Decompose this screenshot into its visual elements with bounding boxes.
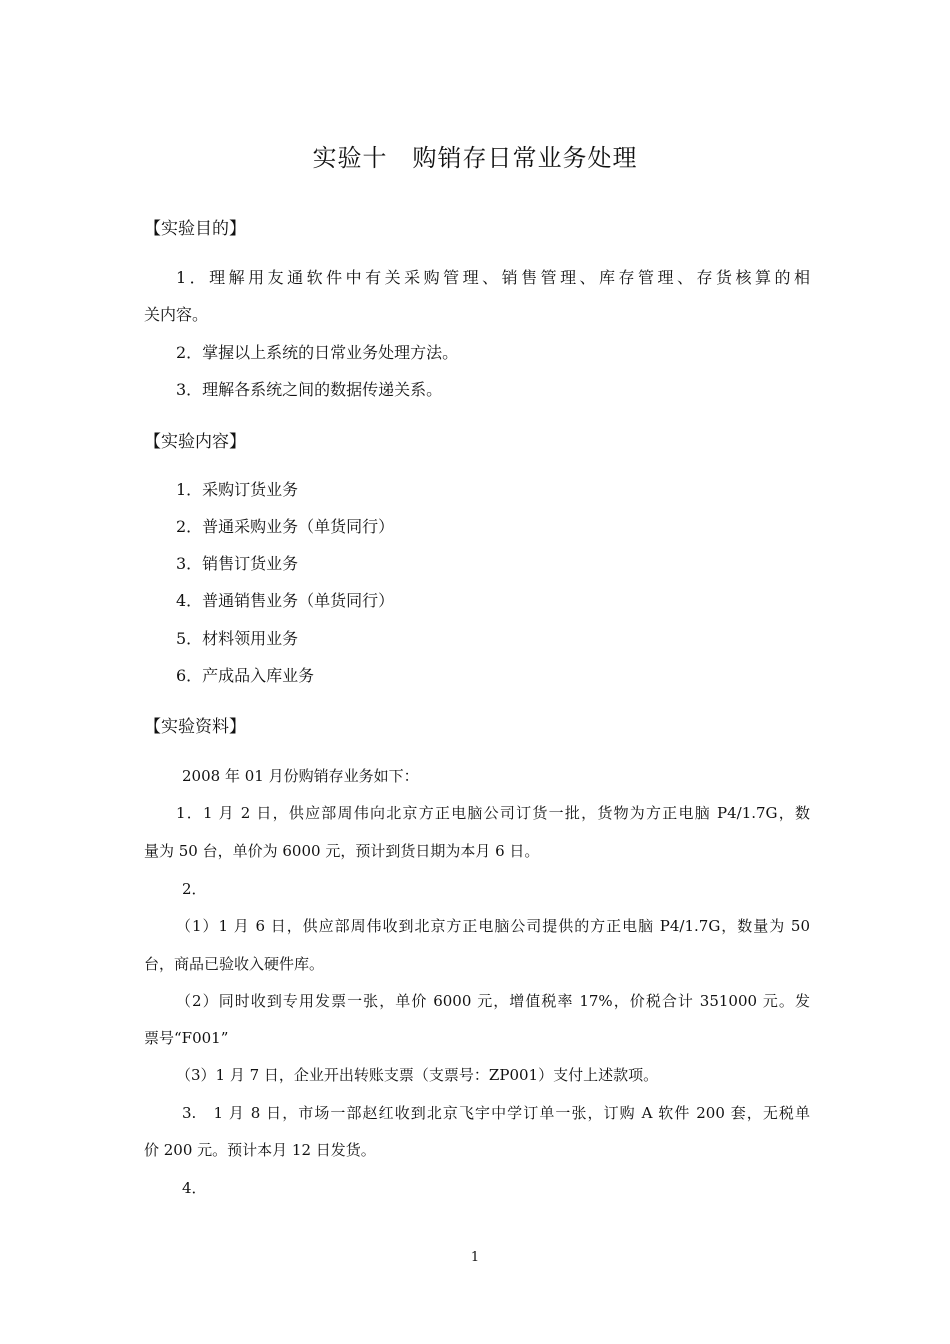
- section-heading-purpose: 【实验目的】: [144, 219, 246, 239]
- purpose-item-2: 2．掌握以上系统的日常业务处理方法。: [176, 343, 459, 362]
- content-item-6: 6．产成品入库业务: [176, 666, 315, 685]
- content-item-3: 3．销售订货业务: [176, 554, 299, 573]
- section-heading-materials: 【实验资料】: [144, 717, 246, 737]
- content-item-4: 4．普通销售业务（单货同行）: [176, 591, 395, 610]
- materials-p4-label: 4．: [182, 1179, 207, 1197]
- purpose-item-3: 3．理解各系统之间的数据传递关系。: [176, 380, 443, 399]
- materials-p2a-line-2: 台，商品已验收入硬件库。: [144, 955, 325, 973]
- page-number: 1: [470, 1250, 480, 1265]
- content-item-2: 2．普通采购业务（单货同行）: [176, 517, 395, 536]
- section-heading-content: 【实验内容】: [144, 432, 246, 452]
- content-item-1: 1．采购订货业务: [176, 480, 299, 499]
- materials-p2-label: 2．: [182, 880, 207, 898]
- materials-p3-line-1: 3. 1 月 8 日，市场一部赵红收到北京飞宇中学订单一张，订购 A 软件 200 套，无税单: [182, 1104, 810, 1122]
- materials-p3-line-2: 价 200 元。预计本月 12 日发货。: [144, 1141, 376, 1159]
- document-title: 实验十 购销存日常业务处理: [312, 144, 638, 172]
- materials-p1-line-1: 1．1 月 2 日，供应部周伟向北京方正电脑公司订货一批，货物为方正电脑 P4/1.7G，数: [176, 804, 810, 822]
- purpose-item-1-line-1: 1．理解用友通软件中有关采购管理、销售管理、库存管理、存货核算的相: [176, 268, 810, 287]
- content-item-5: 5．材料领用业务: [176, 629, 299, 648]
- materials-intro: 2008 年 01 月份购销存业务如下：: [182, 767, 419, 785]
- materials-p2b-line-2: 票号“F001”: [144, 1029, 229, 1047]
- materials-p2c: （3）1 月 7 日，企业开出转账支票（支票号：ZP001）支付上述款项。: [176, 1066, 659, 1084]
- materials-p2b-line-1: （2）同时收到专用发票一张，单价 6000 元，增值税率 17%，价税合计 351000 元。发: [176, 992, 810, 1010]
- purpose-item-1-line-2: 关内容。: [144, 305, 209, 324]
- materials-p1-line-2: 量为 50 台，单价为 6000 元，预计到货日期为本月 6 日。: [144, 842, 540, 860]
- materials-p2a-line-1: （1）1 月 6 日，供应部周伟收到北京方正电脑公司提供的方正电脑 P4/1.7G，数量为 50: [176, 917, 810, 935]
